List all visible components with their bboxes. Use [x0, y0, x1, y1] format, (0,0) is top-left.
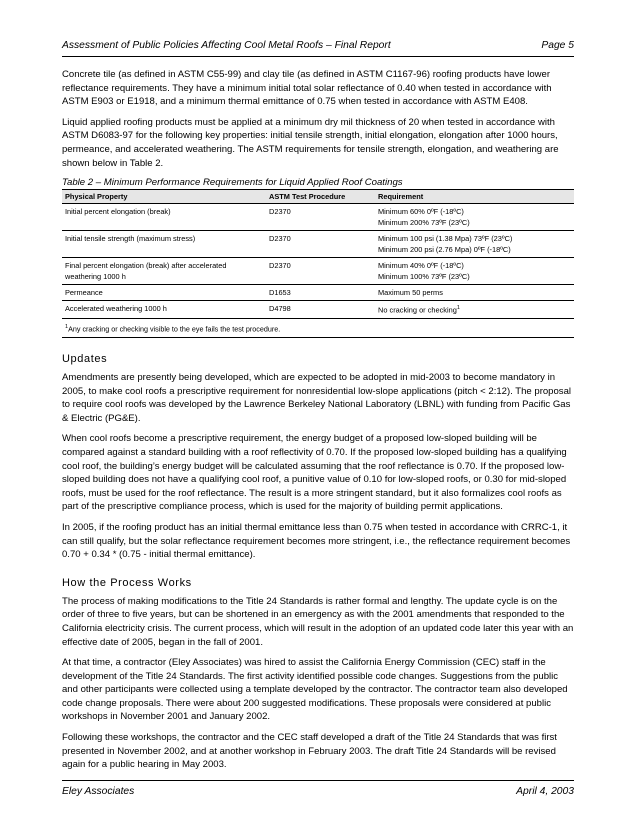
property-cell: Initial percent elongation (break) — [62, 204, 266, 231]
header-requirement: Requirement — [375, 190, 574, 204]
requirement-cell — [375, 258, 574, 285]
paragraph-updates-2: When cool roofs become a prescriptive requirement, the energy budget of a proposed low-sloped building will be compared against a standard building with a roof reflectivity of 0.70. If the proposed low-sloped building has a qualifying cool roof, the building’s energy budget will be calculated assuming that the roof reflectance is 0.70. If the proposed low-sloped building does not have a qualifying cool roof, a punitive value of 0.10 for low-sloped roofs, or 0.30 for mid-sloped roofs, must be used for the roof reflectance. The result is a more stringent standard, but it also formalizes cool roofs as part of the prescriptive compliance process, which is used for the majority of building permit applications. — [62, 433, 567, 513]
paragraph-process-1: The process of making modifications to the Title 24 Standards is rather formal and lengthy. The update cycle is on the order of three to five years, but can be shortened in an emergency as with the 2001 amendments that responded to the California electricity crisis. The current process, which will result in the adoption of an updated code later this year with an effective date of 2005, began in the fall of 2001. — [62, 595, 574, 648]
page-header — [62, 40, 574, 57]
table-row — [62, 285, 574, 301]
page-footer — [62, 780, 574, 797]
test-cell: D1653 — [266, 285, 375, 301]
table-caption: Table 2 – Minimum Performance Requirements for Liquid Applied Roof Coatings — [62, 177, 403, 189]
paragraph-liquid-applied: Liquid applied roofing products must be applied at a minimum dry mil thickness of 20 when tested in accordance with ASTM D6083-97 for the following key properties: initial tensile strength, initial elongation, elongation after 1000 hours, permeance, and accelerated weathering. The ASTM requirements for tensile strength, elongation, and weathering are shown below in Table 2. — [62, 116, 559, 169]
paragraph-updates-3: In 2005, if the roofing product has an initial thermal emittance less than 0.75 when tested in accordance with CRRC-1, it can still qualify, but the solar reflectance requirement becomes more stringent, i.e., the reflectance requirement becomes 0.70 + 0.34 * (0.75 - initial thermal emittance). — [62, 521, 571, 561]
paragraph-process-2: At that time, a contractor (Eley Associates) was hired to assist the California Energy Commission (CEC) staff in the development of the Title 24 Standards. The first activity identified possible code changes. Suggestions from the public and other participants were collected using a template developed by the contractor. The contractor team also developed code change proposals. There were about 200 suggested modifications. These proposals were considered at public workshops in November 2001 and January 2002. — [62, 657, 568, 723]
updates-heading: Updates — [62, 353, 108, 366]
table-row — [62, 301, 574, 318]
table-header-row — [62, 190, 574, 204]
test-cell: D2370 — [266, 258, 375, 285]
footnote-marker: 1 — [456, 305, 460, 312]
requirements-table — [62, 189, 574, 338]
requirement-line: Minimum 100% 73ºF (23ºC) — [378, 272, 470, 282]
requirement-line: Minimum 60% 0ºF (-18ºC) — [378, 207, 464, 217]
table-row — [62, 231, 574, 258]
property-cell: Permeance — [62, 285, 266, 301]
test-cell: D2370 — [266, 231, 375, 258]
requirement-line: Minimum 40% 0ºF (-18ºC) — [378, 261, 464, 271]
requirement-line: Minimum 200 psi (2.76 Mpa) 0ºF (-18ºC) — [378, 245, 511, 255]
footer-company: Eley Associates — [62, 786, 135, 797]
requirement-line: No cracking or checking — [378, 305, 457, 315]
paragraph-updates-1: Amendments are presently being developed, which are expected to be adopted in mid-2003 to become mandatory in 2005, to make cool roofs a prescriptive requirement for nonresidential low-slope applications (pitch < 2:12). The proposal to require cool roofs was developed by the Lawrence Berkeley National Laboratory (LBNL) with funding from Pacific Gas & Electric (PG&E). — [62, 372, 572, 424]
requirement-cell — [375, 231, 574, 258]
report-title: Assessment of Public Policies Affecting Cool Metal Roofs – Final Report — [62, 40, 391, 51]
paragraph-process-3: Following these workshops, the contractor and the CEC staff developed a draft of the Title 24 Standards that was first presented in November 2002, and at another workshop in February 2003. The draft Title 24 Standards will be revised again for a public hearing in May 2003. — [62, 732, 557, 771]
header-astm-test: ASTM Test Procedure — [266, 190, 375, 204]
footnote-marker: 1 — [65, 323, 69, 330]
requirement-line: Minimum 100 psi (1.38 Mpa) 73ºF (23ºC) — [378, 234, 513, 244]
table-footnote-row — [62, 318, 574, 337]
footnote-text: Any cracking or checking visible to the eye fails the test procedure. — [68, 324, 281, 334]
process-heading: How the Process Works — [62, 576, 192, 589]
table-footnote — [62, 318, 574, 337]
page — [62, 40, 574, 772]
property-cell: Accelerated weathering 1000 h — [62, 301, 266, 318]
requirement-cell — [375, 204, 574, 231]
footer-date: April 4, 2003 — [516, 786, 574, 797]
page-number: Page 5 — [541, 40, 574, 51]
table-row — [62, 204, 574, 231]
test-cell: D4798 — [266, 301, 375, 318]
property-cell: Initial tensile strength (maximum stress) — [62, 231, 266, 258]
requirement-line: Minimum 200% 73ºF (23ºC) — [378, 218, 470, 228]
paragraph-tile: Concrete tile (as defined in ASTM C55-99) and clay tile (as defined in ASTM C1167-96) roofing products have lower reflectance requirements. They have a minimum initial total solar reflectance of 0.40 when tested in accordance with ASTM E903 or E1918, and a minimum thermal emittance of 0.75 when tested in accordance with ASTM E408. — [62, 69, 552, 108]
requirement-cell — [375, 301, 574, 318]
requirement-cell: Maximum 50 perms — [375, 285, 574, 301]
table-row — [62, 258, 574, 285]
header-physical-property: Physical Property — [62, 190, 266, 204]
test-cell: D2370 — [266, 204, 375, 231]
property-cell: Final percent elongation (break) after accelerated weathering 1000 h — [62, 258, 266, 285]
